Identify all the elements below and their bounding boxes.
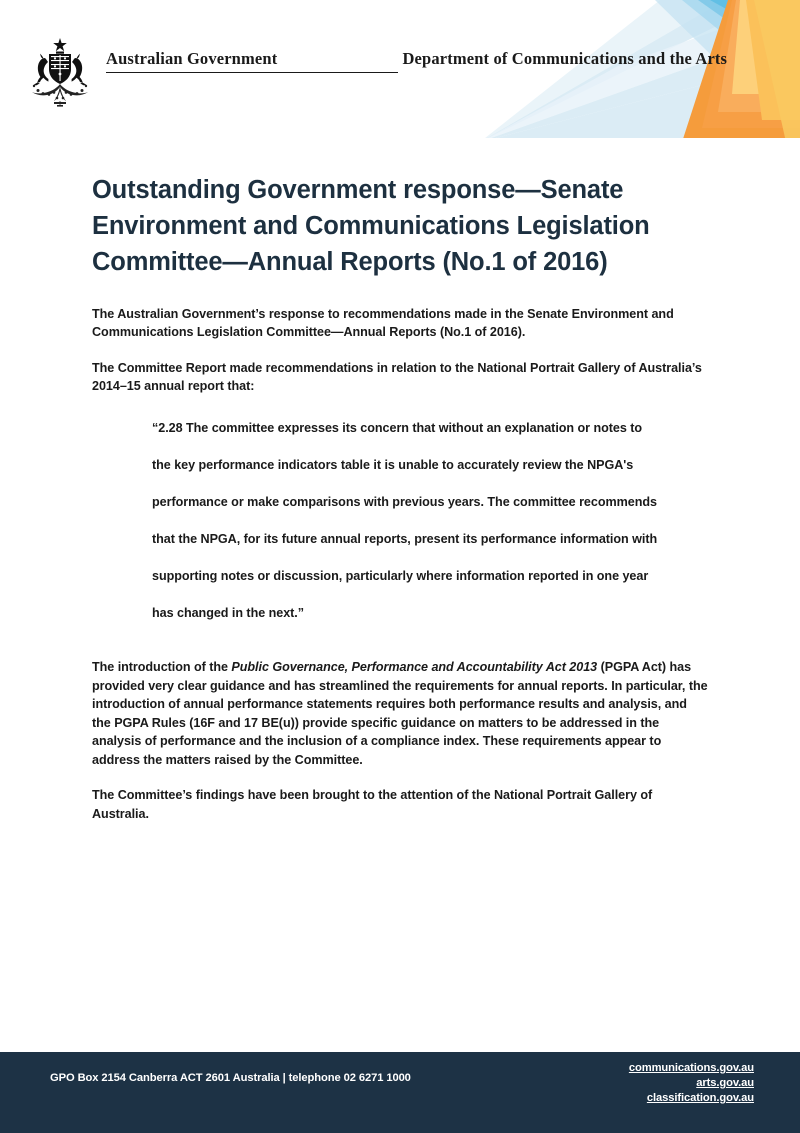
quote-line: “2.28 The committee expresses its concern that without an explanation or notes to: [152, 420, 643, 435]
intro-paragraph: The Australian Government’s response to recommendations made in the Senate Environment and Communications Legislation Committee—Annual Reports (No.1 of 2016).: [92, 306, 674, 340]
response-text-part1: The introduction of the: [92, 660, 232, 675]
response-text-part2: (PGPA Act) has provided very clear guidance and has streamlined the requirements for annual reports. In particular, the introduction of annual performance statements requires both performance results and analysis, and the PGPA Rules (16F and 17 BE(u)) provide specific guidance on matters to be addressed in the analysis of performance and the inclusion of a compliance index. These requirements appear to address the matters raised by the Committee.: [92, 660, 708, 767]
committee-recommendation-quote: [152, 410, 708, 633]
quote-line: that the NPGA, for its future annual reports, present its performance information with: [152, 532, 658, 547]
page-title: Outstanding Government response—Senate Environment and Communications Legislation Committee—Annual Reports (No.1 of 2016): [92, 176, 650, 277]
footer-link-communications[interactable]: communications.gov.au: [628, 1062, 754, 1074]
department-name-text: Department of Communications and the Arts: [402, 49, 728, 68]
page-header: [0, 0, 800, 150]
quote-line: performance or make comparisons with previous years. The committee recommends: [152, 494, 657, 509]
australian-government-text: Australian Government: [106, 48, 398, 73]
government-branding: [24, 36, 727, 110]
footer-address: GPO Box 2154 Canberra ACT 2601 Australia | telephone 02 6271 1000: [50, 1072, 411, 1084]
quote-line: the key performance indicators table it is unable to accurately review the NPGA's: [152, 457, 634, 472]
quote-line: has changed in the next.”: [152, 606, 305, 621]
document-content: [0, 172, 800, 1080]
content-spacer: [92, 840, 708, 1080]
footer-link-arts[interactable]: arts.gov.au: [696, 1076, 754, 1089]
lead-in-paragraph: The Committee Report made recommendations in relation to the National Portrait Gallery of Australia’s 2014–15 annual report that:: [92, 360, 702, 394]
quote-line: supporting notes or discussion, particularly where information reported in one year: [152, 569, 649, 584]
response-paragraph: [92, 658, 708, 769]
australian-coat-of-arms-icon: [24, 36, 96, 110]
page-footer: [0, 1052, 800, 1133]
footer-links: [629, 1061, 754, 1106]
footer-link-classification[interactable]: classification.gov.au: [646, 1091, 754, 1104]
closing-paragraph: The Committee’s findings have been brought to the attention of the National Portrait Gallery of Australia.: [92, 788, 653, 821]
pgpa-act-title: Public Governance, Performance and Accountability Act 2013: [231, 660, 598, 675]
government-wordmark: [106, 36, 727, 73]
